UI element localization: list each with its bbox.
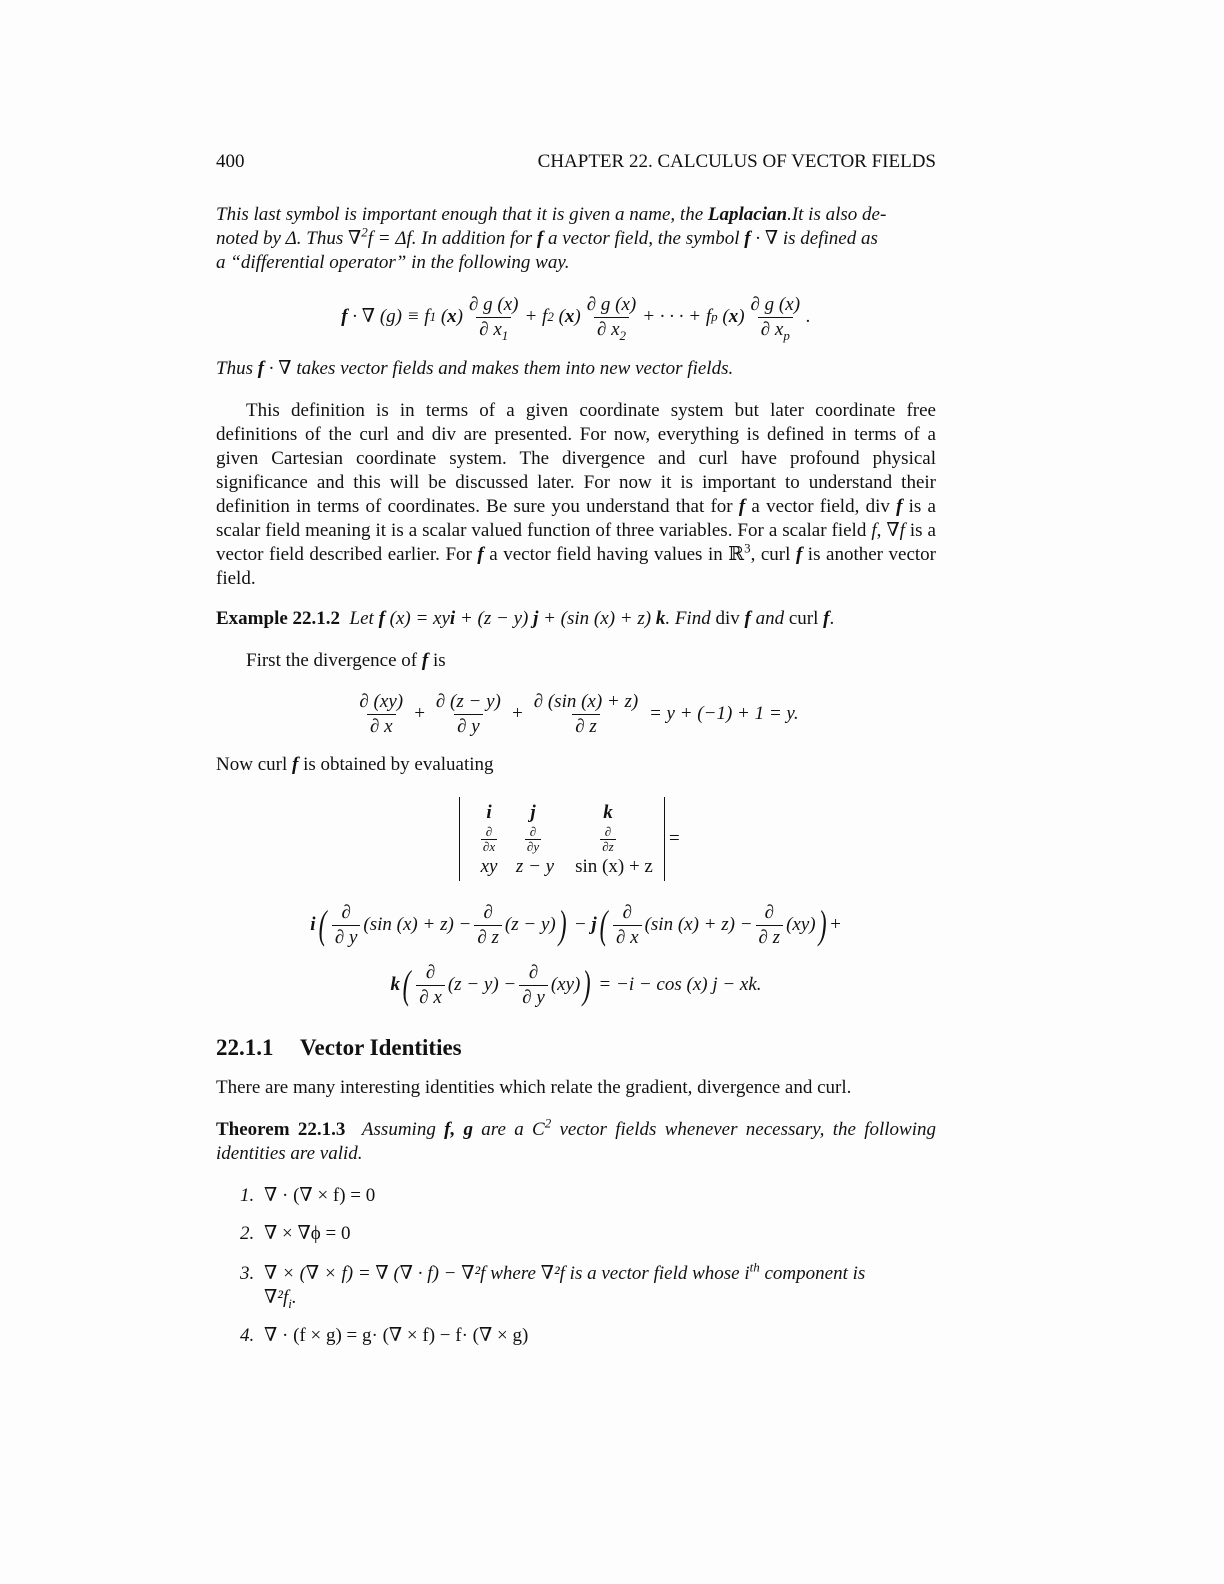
equation-divergence: $\frac{\partial (xy)}{\partial x}$ + $\frac{\partial (z - y)}{\partial y}$ + $\frac{\partial (\sin (x) + z)}{\partial z}$ = y + (−1) + 1 = y. <box>216 689 936 739</box>
identity-text: . <box>291 1287 297 1308</box>
text: · ∇ is defined as <box>750 228 878 249</box>
eq-term: (sin (x) + z) − <box>644 914 753 935</box>
det-cell: ∂z <box>602 839 614 854</box>
text: and <box>750 608 789 629</box>
text: are a C <box>473 1119 545 1140</box>
text: is obtained by evaluating <box>298 754 494 775</box>
list-number: 1. <box>240 1185 255 1206</box>
text: f = Δf. In addition for <box>367 228 537 249</box>
text: This definition is in terms of a given coordinate system but later coordinate free definitions of the curl and div are presented. For now, everything is defined in terms of a given Cartesian coordinate system. The divergence and curl have profound physical significance and this will be discussed later. For now it is important to understand their definition in terms of coordinates. Be sure you understand that for <box>216 400 936 517</box>
running-header <box>216 150 936 174</box>
list-number: 4. <box>240 1325 255 1346</box>
identity-text: component is <box>759 1263 866 1284</box>
identity-text: ∇ × ∇ϕ = 0 <box>264 1223 351 1244</box>
eq-numerator: ∂ g (x) <box>586 293 637 315</box>
eq-denominator: ∂ x <box>367 714 396 738</box>
det-cell: sin (x) + z <box>575 856 653 877</box>
list-number: 2. <box>240 1223 255 1244</box>
eq-denominator: ∂ x <box>760 318 784 340</box>
identity-text: ∇ × (∇ × f) = ∇ (∇ · f) − ∇²f where ∇²f is a vector field whose i <box>264 1263 750 1284</box>
text: a vector field having values in ℝ <box>483 544 745 565</box>
theorem-statement: Theorem 22.1.3 Assuming f, g are a $C^2$ vector fields whenever necessary, the following identities are valid. <box>216 1115 937 1164</box>
list-item <box>240 1259 936 1311</box>
eq-numerator: ∂ g (x) <box>750 293 801 315</box>
eq-denominator: ∂ x <box>596 318 620 340</box>
text: Assuming <box>361 1119 445 1140</box>
text: .It is also de- <box>787 204 887 225</box>
identity-text: ∇ · (f × g) = g· (∇ × f) − f· (∇ × g) <box>264 1325 529 1346</box>
list-number: 3. <box>240 1263 255 1284</box>
text: is another vector field. <box>216 544 937 589</box>
text: noted by Δ. Thus ∇ <box>216 228 362 249</box>
text: a vector field, the symbol <box>543 228 745 249</box>
det-cell: i <box>486 802 492 823</box>
text: div <box>715 608 745 629</box>
eq-rhs: = −i − cos (x) j − xk. <box>598 974 762 995</box>
det-cell: ∂y <box>526 839 540 854</box>
text: First the divergence of <box>246 650 422 671</box>
text: Let <box>349 608 379 629</box>
example-label: Example 22.1.2 <box>216 608 341 629</box>
operator-remark: Thus f · ∇ takes vector fields and makes them into new vector fields. <box>216 358 734 379</box>
eq-lhs: · ∇ (g) ≡ f <box>352 306 430 327</box>
eq-dots: + · · · + f <box>642 306 712 327</box>
identity-text: ∇²f <box>264 1287 289 1308</box>
det-equals: = <box>669 828 680 849</box>
det-cell: j <box>530 802 536 823</box>
page-number: 400 <box>216 151 245 172</box>
eq-term: (z − y) − <box>447 974 517 995</box>
eq-numerator: ∂ g (x) <box>468 293 519 315</box>
text: This last symbol is important enough that it is given a name, the <box>216 204 708 225</box>
eq-numerator: ∂ (sin (x) + z) <box>533 690 639 712</box>
text: a “differential operator” in the following way. <box>216 252 570 273</box>
section-intro <box>216 1076 936 1100</box>
eq-term: (sin (x) + z) − <box>363 914 472 935</box>
eq-denominator: ∂ y <box>454 714 483 738</box>
text: , ∇ <box>876 520 900 541</box>
text: takes vector fields and makes them into new vector fields. <box>296 358 734 379</box>
text: is a vector field described earlier. For <box>216 520 936 565</box>
superscript: th <box>749 1259 760 1275</box>
text: . Find <box>665 608 716 629</box>
eq-rhs: = y + (−1) + 1 = y. <box>648 703 799 724</box>
laplacian-paragraph: This last symbol is important enough that it is given a name, the Laplacian.It is also de- noted by Δ. Thus ∇$^2$f = Δf. In addition for f a vector field, the symbol f · ∇ is defined as a “differential operator” in the following way. <box>216 204 887 273</box>
eq-term: (xy) <box>786 914 816 935</box>
eq-term: (z − y) <box>504 914 556 935</box>
det-cell: k <box>603 802 613 823</box>
det-cell: z − y <box>515 856 555 877</box>
text: + (sin (x) + z) <box>538 608 656 629</box>
list-item <box>240 1184 936 1208</box>
text: There are many interesting identities which relate the gradient, divergence and curl. <box>216 1077 852 1098</box>
eq-denominator: ∂ z <box>572 714 600 738</box>
eq-numerator: ∂ (xy) <box>359 690 404 712</box>
section-number: 22.1.1 <box>216 1035 274 1060</box>
theorem-label: Theorem 22.1.3 <box>216 1119 346 1140</box>
list-item <box>240 1324 936 1348</box>
det-cell: xy <box>480 856 498 877</box>
text: Now curl <box>216 754 292 775</box>
equation-curl-line1: i ( ∂ ∂ y (sin (x) + z) − ∂ ∂ z (z − y) ) − j ( ∂ ∂ x (sin (x) + z) − ∂ ∂ z (xy) ) + <box>310 901 842 948</box>
det-cell: ∂x <box>482 839 496 854</box>
equation-directional-operator: f · ∇ (g) ≡ f 1 ( x ) ∂ g (x) ∂ $x_1$ + f 2 ( x ) ∂ g (x) ∂ $x_2$ + · · · + f p ( x ) ∂ g (x) ∂ $x_p$ . <box>341 293 811 343</box>
identity-text: ∇ · (∇ × f) = 0 <box>264 1185 376 1206</box>
eq-denominator: ∂ x <box>479 318 502 340</box>
det-cell: ∂ <box>604 824 612 839</box>
term-laplacian: Laplacian <box>707 204 788 225</box>
example-statement: Example 22.1.2 Let f (x) = xyi + (z − y) j + (sin (x) + z) k. Find div f and curl f. <box>216 608 835 629</box>
text: curl <box>788 608 824 629</box>
divergence-intro: First the divergence of f is <box>246 650 446 671</box>
section-title: Vector Identities <box>300 1035 462 1060</box>
text: + (z − y) <box>455 608 534 629</box>
det-cell: ∂ <box>529 824 537 839</box>
section-heading <box>216 1036 462 1060</box>
curl-determinant <box>459 797 665 881</box>
subscript: i <box>288 1295 292 1311</box>
chapter-title: CHAPTER 22. CALCULUS OF VECTOR FIELDS <box>537 151 936 172</box>
definition-paragraph: This definition is in terms of a given coordinate system but later coordinate free definitions of the curl and div are presented. For now, everything is defined in terms of a given Cartesian coordinate system. The divergence and curl have profound physical significance and this will be discussed later. For now it is important to understand their definition in terms of coordinates. Be sure you understand that for f a vector field, div f is a scalar field meaning it is a scalar valued function of three variables. For a scalar field f, ∇f is a vector field described earlier. For f a vector field having values in ℝ$^3$, curl f is another vector field. <box>216 400 937 589</box>
text: , curl <box>750 544 796 565</box>
eq-numerator: ∂ (z − y) <box>435 690 501 712</box>
text: a vector field, div <box>745 496 897 517</box>
list-item <box>240 1222 936 1246</box>
eq-term: (xy) <box>550 974 581 995</box>
curl-intro: Now curl f is obtained by evaluating <box>216 754 494 775</box>
text: vector fields whenever necessary, the following identities are valid. <box>216 1119 937 1164</box>
equation-curl-line2: k ( ∂ ∂ x (z − y) − ∂ ∂ y (xy) ) = −i − cos (x) j − xk. <box>390 961 762 1008</box>
det-cell: ∂ <box>485 824 493 839</box>
text: is a scalar field meaning it is a scalar valued function of three variables. For a scalar field <box>216 496 936 541</box>
text: (x) = xy <box>384 608 450 629</box>
